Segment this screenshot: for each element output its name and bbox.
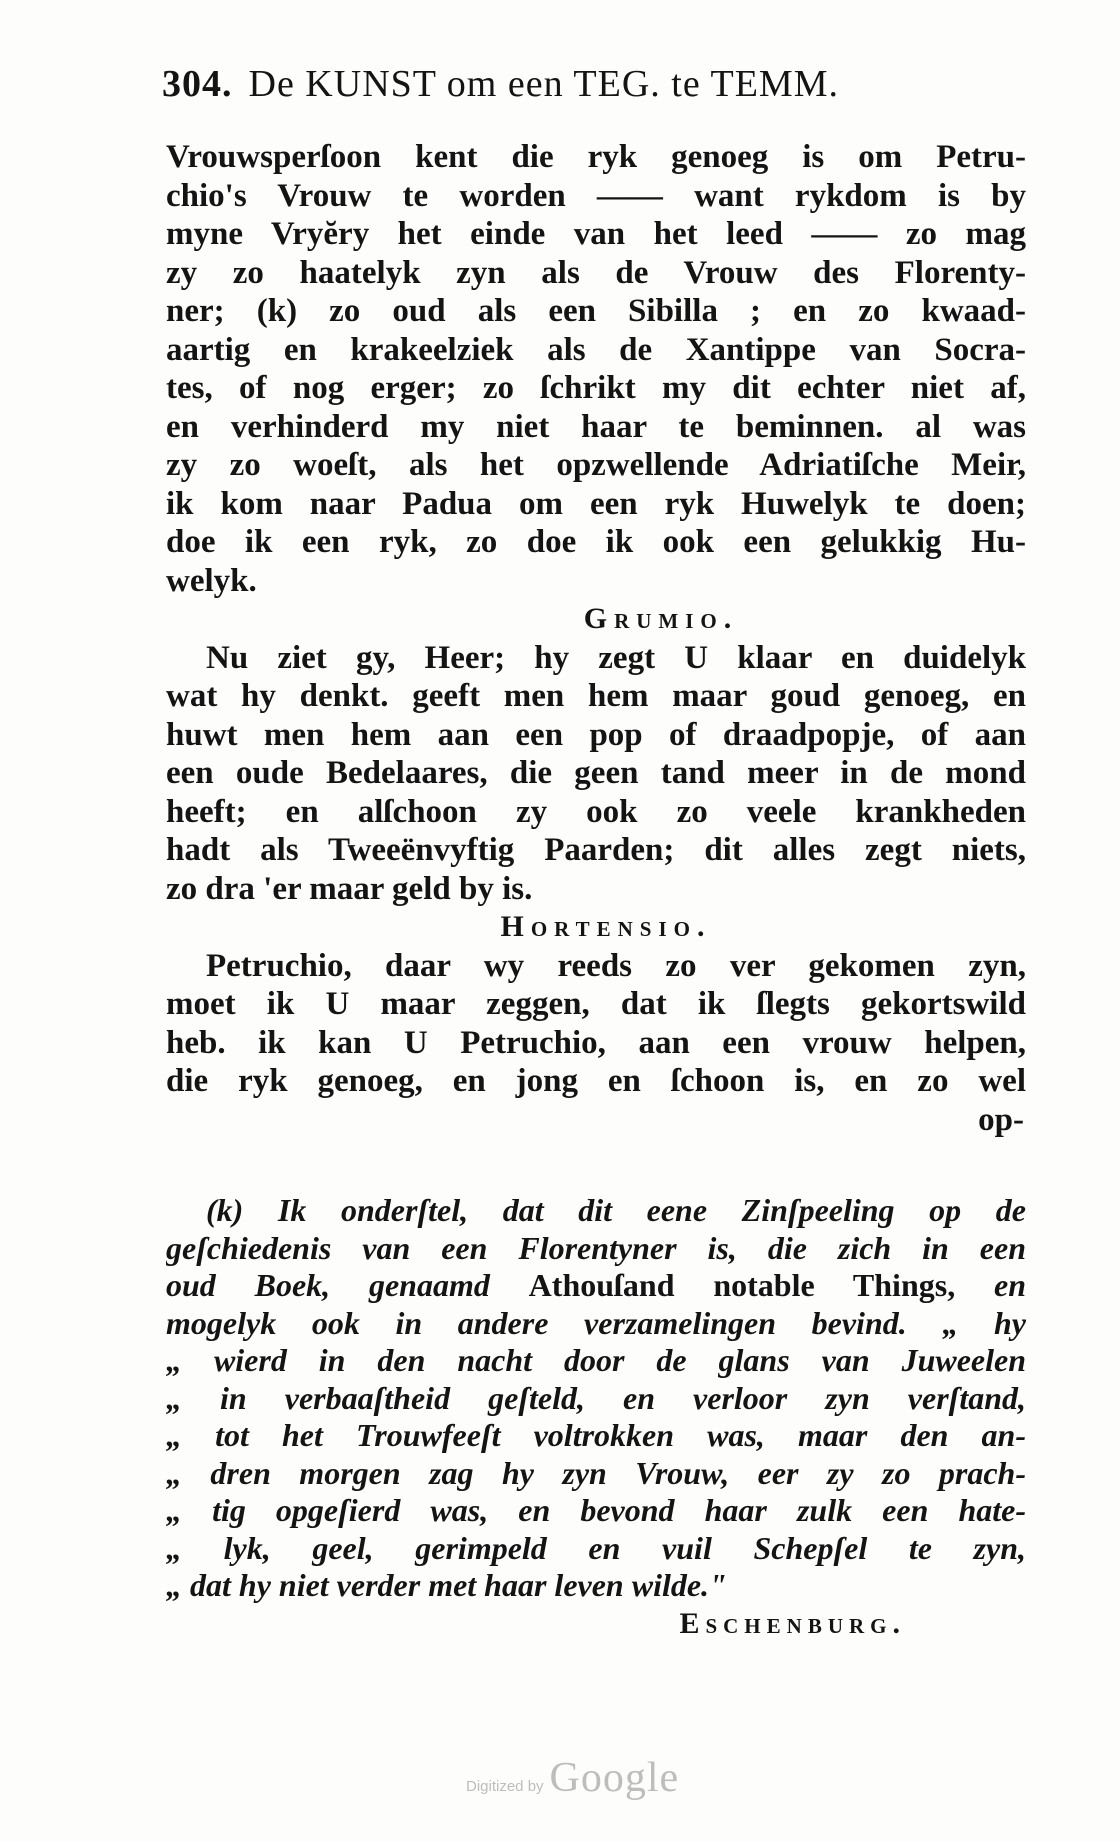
catchword: op- xyxy=(978,1101,1024,1138)
page-number: 304. xyxy=(162,63,233,105)
footnote-signature: Eschenburg. xyxy=(679,1606,906,1640)
footnote-line-end: en xyxy=(994,1267,1026,1303)
main-text xyxy=(166,138,1026,1139)
text-line: ner; (k) zo oud als een Sibilla ; en zo kwaad- xyxy=(166,293,1026,329)
text-line: die ryk genoeg, en jong en ſchoon is, en zo wel xyxy=(166,1063,1026,1099)
text-line: heeft; en alſchoon zy ook zo veele krankheden xyxy=(166,793,1026,830)
text-line: heb. ik kan U Petruchio, aan een vrouw helpen, xyxy=(166,1024,1026,1061)
text-line: huwt men hem aan een pop of draadpopje, of aan xyxy=(166,716,1026,753)
footnote-line: „ wierd in den nacht door de glans van Juweelen xyxy=(166,1342,1026,1378)
footnote-line: mogelyk ook in andere verzamelingen bevind. „ hy xyxy=(166,1304,1026,1341)
footnote-line: „ lyk, geel, gerimpeld en vuil Schepſel te zyn, xyxy=(166,1529,1026,1566)
footnote-line: „ tig opgeſierd was, en bevond haar zulk een hate- xyxy=(166,1492,1026,1528)
footnote-line: geſchiedenis van een Florentyner is, die zich in een xyxy=(166,1229,1026,1266)
google-logo: Google xyxy=(549,1755,680,1801)
text-line: zy zo woeſt, als het opzwellende Adriatiſche Meir, xyxy=(166,447,1026,483)
text-line: zo dra 'er maar geld by is. xyxy=(166,870,533,907)
speaker-heading: Hortensio. xyxy=(500,910,712,943)
running-header xyxy=(162,62,982,106)
text-line: ik kom naar Padua om een ryk Huwelyk te doen; xyxy=(166,485,1026,522)
speaker-heading: Grumio. xyxy=(583,602,739,635)
text-line: Vrouwsperſoon kent die ryk genoeg is om Petru- xyxy=(166,139,1026,175)
text-line: wat hy denkt. geeft men hem maar goud genoeg, en xyxy=(166,678,1026,714)
footnote-line: „ dat hy niet verder met haar leven wilde." xyxy=(166,1567,727,1603)
footnote-line: „ tot het Trouwfeeſt voltrokken was, maar den an- xyxy=(166,1417,1026,1453)
text-line: zy zo haatelyk zyn als de Vrouw des Florenty- xyxy=(166,254,1026,291)
text-line: chio's Vrouw te worden —— want rykdom is by xyxy=(166,177,1026,214)
footnote-line xyxy=(166,1267,1026,1305)
text-line: welyk. xyxy=(166,562,257,599)
running-title: De KUNST om een TEG. te TEMM. xyxy=(248,63,840,105)
text-line: hadt als Tweeënvyftig Paarden; dit alles zegt niets, xyxy=(166,832,1026,868)
digitized-watermark xyxy=(466,1754,679,1802)
text-line: aartig en krakeelziek als de Xantippe van Socra- xyxy=(166,331,1026,368)
text-line: een oude Bedelaares, die geen tand meer in de mond xyxy=(166,755,1026,791)
book-title: Athouſand notable Things, xyxy=(528,1267,956,1303)
text-line: moet ik U maar zeggen, dat ik ſlegts gekortswild xyxy=(166,986,1026,1022)
footnote-line: (k) Ik onderſtel, dat dit eene Zinſpeeling op de xyxy=(206,1192,1026,1228)
footnote-line-start: oud Boek, genaamd xyxy=(166,1267,490,1303)
footnote-line: „ dren morgen zag hy zyn Vrouw, eer zy zo prach- xyxy=(166,1454,1026,1491)
text-line: myne Vryĕry het einde van het leed —— zo mag xyxy=(166,216,1026,252)
footnote xyxy=(166,1192,1026,1642)
footnote-line: „ in verbaaſtheid geſteld, en verloor zyn verſtand, xyxy=(166,1379,1026,1416)
text-line: en verhinderd my niet haar te beminnen. al was xyxy=(166,408,1026,445)
text-line: tes, of nog erger; zo ſchrikt my dit echter niet af, xyxy=(166,370,1026,406)
text-line: Petruchio, daar wy reeds zo ver gekomen zyn, xyxy=(206,947,1026,984)
watermark-prefix: Digitized by xyxy=(466,1778,544,1795)
text-line: doe ik een ryk, zo doe ik ook een gelukkig Hu- xyxy=(166,524,1026,560)
text-line: Nu ziet gy, Heer; hy zegt U klaar en duidelyk xyxy=(206,639,1026,676)
